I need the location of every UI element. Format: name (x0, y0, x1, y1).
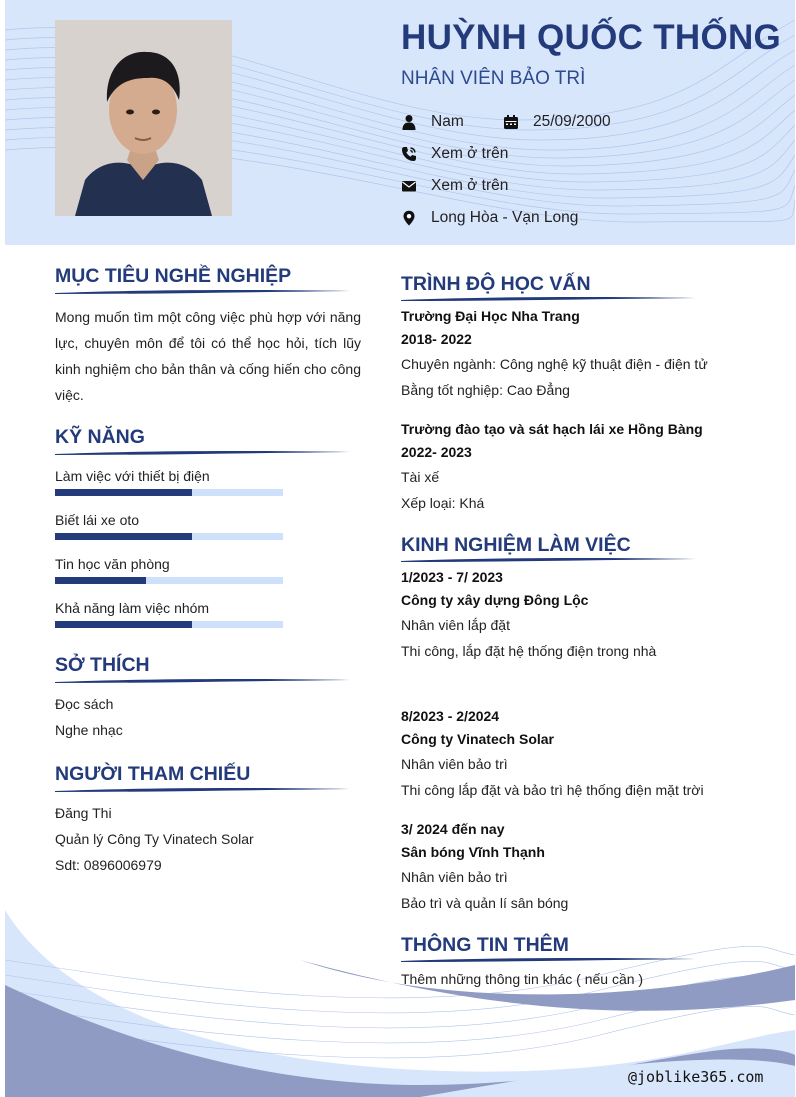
job-title: NHÂN VIÊN BẢO TRÌ (401, 68, 586, 89)
job-company: Công ty xây dựng Đông Lộc (401, 592, 589, 608)
skill-bar-fill (55, 489, 192, 496)
candidate-name: HUỲNH QUỐC THỐNG (401, 18, 782, 57)
education-period: 2018- 2022 (401, 331, 472, 347)
phone-value: Xem ở trên (431, 145, 509, 162)
skill-bar-fill (55, 621, 192, 628)
experience-title: KINH NGHIỆM LÀM VIỆC (401, 534, 631, 556)
job-role: Nhân viên lắp đặt (401, 617, 510, 633)
skill-label: Làm việc với thiết bị điện (55, 468, 210, 484)
hobby-item: Nghe nhạc (55, 722, 123, 738)
job-period: 1/2023 - 7/ 2023 (401, 569, 503, 585)
location-pin-icon (401, 210, 417, 226)
references-title: NGƯỜI THAM CHIẾU (55, 763, 251, 785)
person-icon (401, 114, 417, 130)
reference-position: Quản lý Công Ty Vinatech Solar (55, 831, 254, 847)
references-underline (55, 786, 350, 794)
skill-label: Khả năng làm việc nhóm (55, 600, 210, 616)
calendar-icon (503, 114, 519, 130)
education-degree: Bằng tốt nghiệp: Cao Đẳng (401, 382, 570, 398)
phone-icon (401, 146, 417, 162)
job-role: Nhân viên bảo trì (401, 869, 508, 885)
job-description: Bảo trì và quản lí sân bóng (401, 895, 569, 911)
education-major: Tài xế (401, 469, 440, 485)
job-description: Thi công, lắp đặt hệ thống điện trong nhà (401, 643, 657, 659)
experience-underline (401, 556, 696, 564)
skill-bar (55, 533, 283, 540)
profile-photo (55, 20, 232, 216)
birthdate-value: 25/09/2000 (533, 113, 611, 130)
skills-underline (55, 449, 350, 457)
job-description: Thi công lắp đặt và bảo trì hệ thống điện mặt trời (401, 782, 704, 798)
gender-value: Nam (431, 113, 464, 130)
hobbies-title: SỞ THÍCH (55, 654, 150, 676)
job-company: Công ty Vinatech Solar (401, 731, 554, 747)
additional-title: THÔNG TIN THÊM (401, 934, 569, 956)
skills-title: KỸ NĂNG (55, 426, 145, 448)
skill-bar-fill (55, 577, 146, 584)
education-school: Trường Đại Học Nha Trang (401, 308, 580, 324)
address-row (401, 208, 578, 228)
objective-title: MỤC TIÊU NGHỀ NGHIỆP (55, 265, 292, 287)
job-period: 3/ 2024 đến nay (401, 821, 505, 837)
reference-name: Đăng Thi (55, 805, 112, 821)
additional-text: Thêm những thông tin khác ( nếu cần ) (401, 971, 644, 987)
email-value: Xem ở trên (431, 177, 509, 194)
education-major: Chuyên ngành: Công nghệ kỹ thuật điện - điện tử (401, 356, 708, 372)
skill-bar (55, 489, 283, 496)
skill-bar-fill (55, 533, 192, 540)
address-value: Long Hòa - Vạn Long (431, 209, 579, 226)
education-degree: Xếp loại: Khá (401, 495, 485, 511)
objective-text: Mong muốn tìm một công việc phù hợp với năng lực, chuyên môn để tôi có thể học hỏi, tích lũy kinh nghiệm cho bản thân và cống hiến cho công việc. (55, 309, 361, 403)
phone-row (401, 144, 508, 164)
education-period: 2022- 2023 (401, 444, 472, 460)
additional-underline (401, 956, 696, 964)
job-period: 8/2023 - 2/2024 (401, 708, 500, 724)
skill-bar (55, 621, 283, 628)
skill-bar (55, 577, 283, 584)
birthdate-row (503, 112, 611, 132)
skill-label: Tin học văn phòng (55, 556, 170, 572)
hobbies-underline (55, 677, 350, 685)
job-company: Sân bóng Vĩnh Thạnh (401, 844, 545, 860)
job-role: Nhân viên bảo trì (401, 756, 508, 772)
education-title: TRÌNH ĐỘ HỌC VẤN (401, 273, 591, 295)
objective-underline (55, 288, 350, 296)
skill-label: Biết lái xe oto (55, 512, 140, 528)
email-row (401, 176, 508, 196)
gender-row (401, 112, 464, 132)
education-underline (401, 295, 696, 303)
reference-phone: Sdt: 0896006979 (55, 857, 162, 873)
education-school: Trường đào tạo và sát hạch lái xe Hồng Bàng (401, 421, 703, 437)
envelope-icon (401, 178, 417, 194)
watermark: @joblike365.com (628, 1068, 764, 1086)
hobby-item: Đọc sách (55, 696, 114, 712)
